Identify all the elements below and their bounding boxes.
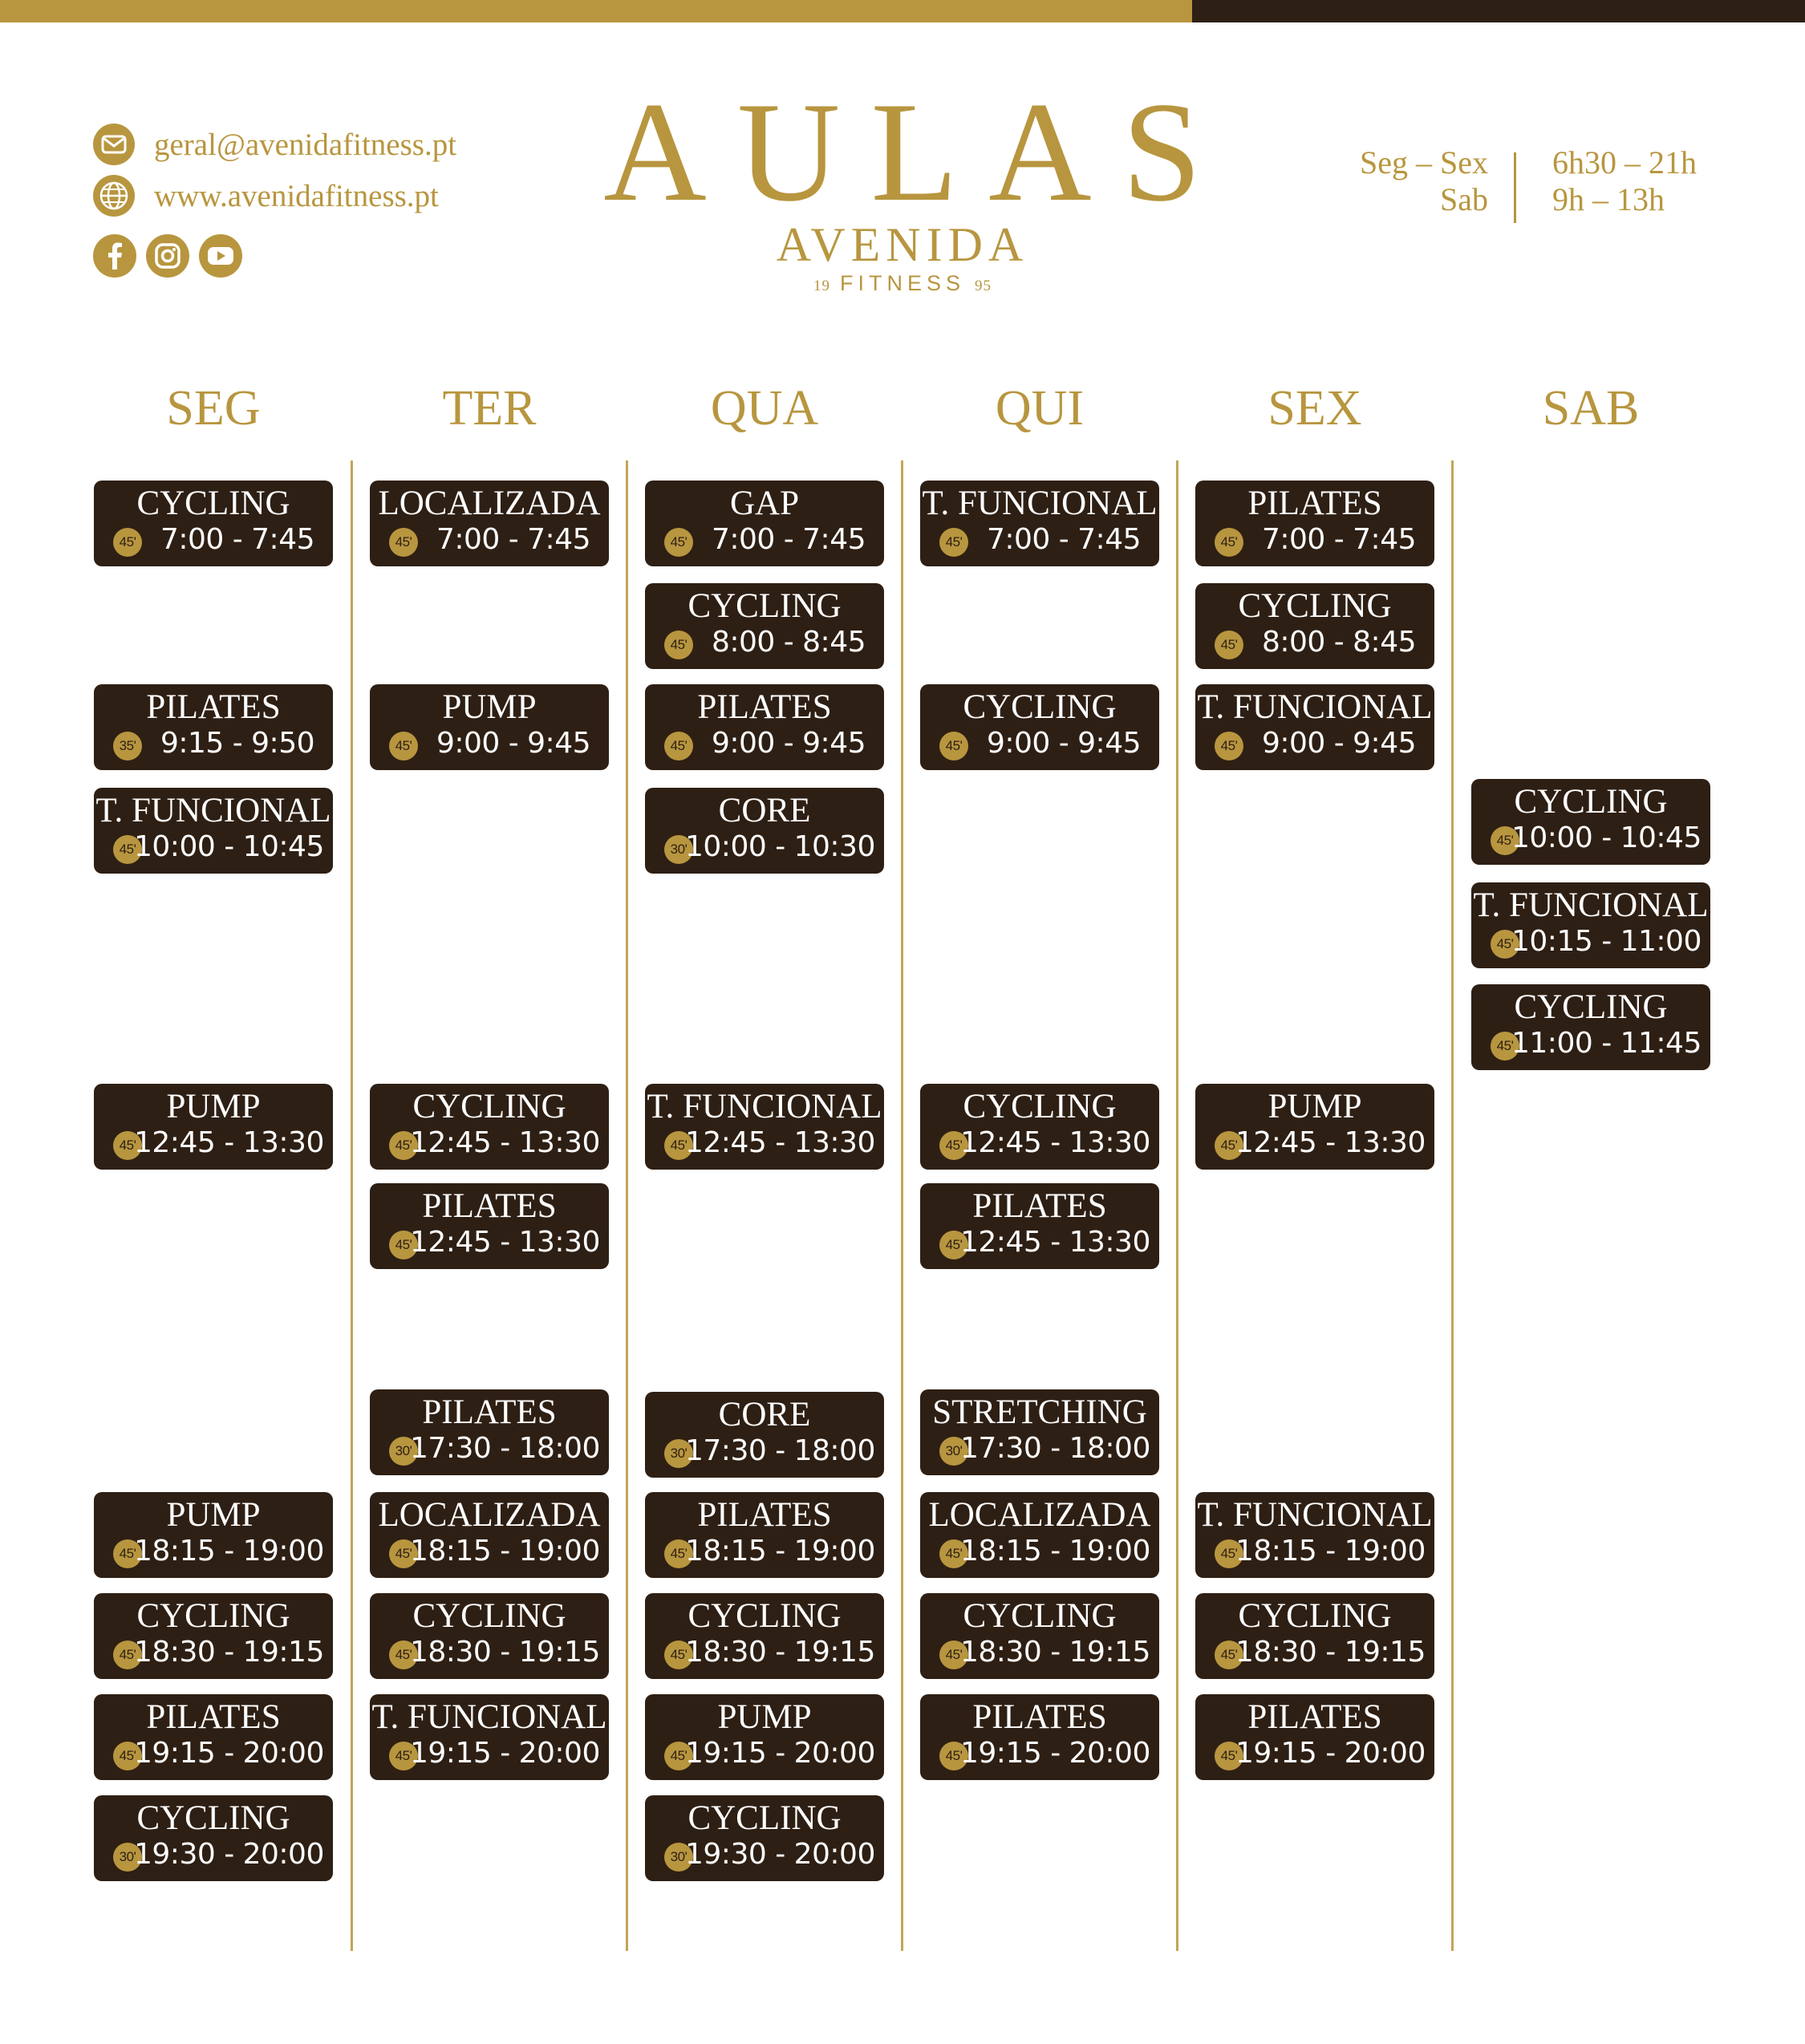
class-time: 11:00 - 11:45: [1511, 1027, 1702, 1060]
class-time: 18:30 - 19:15: [1235, 1636, 1426, 1669]
class-name: LOCALIZADA: [378, 485, 601, 522]
opening-hours: [1316, 144, 1733, 225]
class-time: 10:15 - 11:00: [1511, 925, 1702, 958]
class-time: 10:00 - 10:30: [685, 830, 875, 863]
duration-badge: 45': [939, 1231, 968, 1259]
class-name: CYCLING: [688, 1799, 842, 1837]
class-card[interactable]: [1195, 1492, 1434, 1578]
class-time: 12:45 - 13:30: [685, 1126, 875, 1159]
class-time: 8:00 - 8:45: [1261, 626, 1416, 659]
class-card[interactable]: [370, 1389, 609, 1475]
class-time: 9:00 - 9:45: [436, 727, 590, 760]
duration-badge: 45': [664, 732, 693, 760]
class-time: 19:15 - 20:00: [960, 1737, 1150, 1770]
class-card[interactable]: [645, 583, 884, 669]
class-name: CYCLING: [136, 1799, 290, 1837]
duration-badge: 45': [113, 835, 142, 864]
duration-badge: 45': [939, 732, 968, 760]
class-time: 7:00 - 7:45: [986, 523, 1141, 556]
duration-badge: 45': [1215, 1539, 1243, 1568]
duration-badge: 45': [664, 1131, 693, 1160]
top-accent-bar-gold: [0, 0, 1192, 22]
class-time: 7:00 - 7:45: [711, 523, 866, 556]
duration-badge: 30': [664, 1843, 693, 1872]
class-name: CYCLING: [963, 1597, 1117, 1635]
class-time: 9:00 - 9:45: [711, 727, 866, 760]
class-card[interactable]: [370, 1593, 609, 1679]
class-card[interactable]: [1471, 882, 1710, 968]
class-card[interactable]: [645, 1392, 884, 1478]
duration-badge: 45': [664, 528, 693, 557]
duration-badge: 45': [1215, 1131, 1243, 1160]
hours-days-weekday: Seg – Sex: [1360, 144, 1488, 180]
class-card[interactable]: [94, 684, 333, 770]
duration-badge: 45': [664, 1742, 693, 1770]
class-card[interactable]: [645, 1593, 884, 1679]
duration-badge: 45': [389, 1131, 418, 1160]
duration-badge: 30': [664, 835, 693, 864]
class-time: 12:45 - 13:30: [410, 1226, 600, 1259]
duration-badge: 45': [389, 1231, 418, 1259]
class-time: 18:30 - 19:15: [685, 1636, 875, 1669]
hours-divider: [1514, 152, 1516, 223]
class-card[interactable]: [645, 1084, 884, 1170]
class-name: CYCLING: [412, 1597, 566, 1635]
column-divider: [901, 460, 903, 1951]
duration-badge: 45': [939, 1539, 968, 1568]
duration-badge: 45': [664, 631, 693, 659]
class-card[interactable]: [645, 1492, 884, 1578]
hours-time-saturday: 9h – 13h: [1552, 181, 1665, 217]
class-time: 18:15 - 19:00: [134, 1535, 324, 1567]
class-card[interactable]: [370, 1183, 609, 1269]
class-time: 12:45 - 13:30: [960, 1126, 1150, 1159]
hours-days: [1360, 144, 1488, 218]
class-name: CYCLING: [1514, 988, 1668, 1026]
duration-badge: 45': [389, 732, 418, 760]
class-time: 7:00 - 7:45: [1261, 523, 1416, 556]
class-name: PILATES: [422, 1393, 557, 1431]
duration-badge: 30': [939, 1437, 968, 1466]
class-time: 19:30 - 20:00: [685, 1838, 875, 1871]
class-name: CYCLING: [963, 688, 1117, 726]
class-name: T. FUNCIONAL: [1197, 688, 1433, 726]
class-name: PILATES: [972, 1187, 1107, 1225]
duration-badge: 45': [1491, 930, 1519, 959]
duration-badge: 45': [939, 1640, 968, 1669]
class-card[interactable]: [920, 684, 1159, 770]
class-time: 17:30 - 18:00: [960, 1432, 1150, 1465]
duration-badge: 45': [664, 1539, 693, 1568]
duration-badge: 45': [113, 1742, 142, 1770]
class-name: PUMP: [1268, 1088, 1362, 1125]
class-name: STRETCHING: [932, 1393, 1147, 1431]
class-card[interactable]: [920, 1694, 1159, 1780]
class-name: PILATES: [697, 1496, 832, 1534]
class-card[interactable]: [1195, 1084, 1434, 1170]
class-name: CYCLING: [688, 1597, 842, 1635]
top-accent-bar-dark: [1192, 0, 1805, 22]
class-card[interactable]: [1195, 684, 1434, 770]
class-time: 7:00 - 7:45: [160, 523, 314, 556]
class-card[interactable]: [94, 1084, 333, 1170]
class-name: PILATES: [146, 1698, 281, 1736]
class-card[interactable]: [645, 1694, 884, 1780]
class-name: T. FUNCIONAL: [1473, 886, 1709, 924]
day-header-sex: SEX: [1268, 381, 1362, 436]
class-card[interactable]: [920, 481, 1159, 566]
class-card[interactable]: [645, 481, 884, 566]
duration-badge: 45': [113, 1640, 142, 1669]
class-card[interactable]: [94, 1694, 333, 1780]
duration-badge: 45': [939, 1131, 968, 1160]
class-card[interactable]: [94, 1795, 333, 1881]
duration-badge: 45': [389, 1742, 418, 1770]
class-card[interactable]: [920, 1084, 1159, 1170]
class-card[interactable]: [645, 788, 884, 874]
class-name: PUMP: [717, 1698, 812, 1736]
duration-badge: 45': [1491, 826, 1519, 855]
class-name: CYCLING: [136, 1597, 290, 1635]
class-name: PILATES: [1247, 485, 1382, 522]
column-divider: [351, 460, 353, 1951]
class-card[interactable]: [1471, 779, 1710, 865]
class-name: PILATES: [146, 688, 281, 726]
duration-badge: 45': [939, 528, 968, 557]
class-card[interactable]: [94, 481, 333, 566]
class-name: CORE: [718, 792, 811, 829]
class-time: 19:15 - 20:00: [410, 1737, 600, 1770]
class-name: PILATES: [1247, 1698, 1382, 1736]
class-time: 9:00 - 9:45: [986, 727, 1141, 760]
class-name: CYCLING: [963, 1088, 1117, 1125]
class-name: LOCALIZADA: [928, 1496, 1151, 1534]
class-time: 17:30 - 18:00: [685, 1434, 875, 1467]
duration-badge: 45': [1215, 1742, 1243, 1770]
class-card[interactable]: [1195, 583, 1434, 669]
duration-badge: 45': [664, 1640, 693, 1669]
class-time: 19:15 - 20:00: [1235, 1737, 1426, 1770]
class-time: 18:15 - 19:00: [960, 1535, 1150, 1567]
duration-badge: 45': [113, 528, 142, 557]
duration-badge: 45': [1215, 631, 1243, 659]
page-title: AULAS: [603, 72, 1232, 231]
class-card[interactable]: [370, 481, 609, 566]
class-name: CORE: [718, 1396, 811, 1434]
class-card[interactable]: [1195, 1694, 1434, 1780]
brand-year-right: 95: [975, 278, 992, 294]
class-name: T. FUNCIONAL: [922, 485, 1158, 522]
column-divider: [1451, 460, 1454, 1951]
duration-badge: 35': [113, 732, 142, 760]
duration-badge: 45': [1215, 732, 1243, 760]
class-card[interactable]: [370, 1694, 609, 1780]
class-card[interactable]: [645, 684, 884, 770]
class-time: 10:00 - 10:45: [134, 830, 324, 863]
day-header-sab: SAB: [1542, 381, 1640, 436]
class-card[interactable]: [645, 1795, 884, 1881]
class-name: LOCALIZADA: [378, 1496, 601, 1534]
class-time: 8:00 - 8:45: [711, 626, 866, 659]
class-name: CYCLING: [688, 587, 842, 625]
hours-time-weekday: 6h30 – 21h: [1552, 144, 1697, 180]
class-name: PILATES: [422, 1187, 557, 1225]
class-name: PILATES: [697, 688, 832, 726]
class-name: CYCLING: [1514, 783, 1668, 821]
website-link[interactable]: www.avenidafitness.pt: [154, 178, 439, 213]
class-time: 18:15 - 19:00: [410, 1535, 600, 1567]
duration-badge: 45': [389, 528, 418, 557]
class-name: CYCLING: [412, 1088, 566, 1125]
duration-badge: 45': [1491, 1032, 1519, 1061]
duration-badge: 45': [389, 1640, 418, 1669]
class-time: 18:30 - 19:15: [410, 1636, 600, 1669]
class-card[interactable]: [370, 1084, 609, 1170]
class-time: 18:15 - 19:00: [685, 1535, 875, 1567]
brand-name: AVENIDA: [776, 218, 1029, 271]
class-time: 18:15 - 19:00: [1235, 1535, 1426, 1567]
class-card[interactable]: [1195, 481, 1434, 566]
class-name: PUMP: [442, 688, 537, 726]
class-card[interactable]: [370, 1492, 609, 1578]
class-name: T. FUNCIONAL: [371, 1698, 607, 1736]
class-name: GAP: [729, 485, 800, 522]
duration-badge: 30': [664, 1439, 693, 1468]
duration-badge: 45': [113, 1539, 142, 1568]
class-card[interactable]: [94, 1593, 333, 1679]
class-name: T. FUNCIONAL: [1197, 1496, 1433, 1534]
class-card[interactable]: [920, 1183, 1159, 1269]
class-card[interactable]: [920, 1389, 1159, 1475]
class-time: 9:00 - 9:45: [1261, 727, 1416, 760]
class-time: 17:30 - 18:00: [410, 1432, 600, 1465]
hours-times: [1552, 144, 1697, 218]
duration-badge: 45': [113, 1131, 142, 1160]
class-name: T. FUNCIONAL: [95, 792, 331, 829]
class-time: 19:30 - 20:00: [134, 1838, 324, 1871]
class-card[interactable]: [1195, 1593, 1434, 1679]
hours-days-saturday: Sab: [1440, 181, 1488, 217]
class-time: 7:00 - 7:45: [436, 523, 590, 556]
brand-sub: [0, 273, 1805, 294]
class-name: CYCLING: [1238, 587, 1392, 625]
class-time: 18:30 - 19:15: [960, 1636, 1150, 1669]
class-card[interactable]: [1471, 984, 1710, 1070]
class-time: 12:45 - 13:30: [960, 1226, 1150, 1259]
class-card[interactable]: [94, 788, 333, 874]
class-name: PUMP: [166, 1088, 261, 1125]
class-time: 12:45 - 13:30: [134, 1126, 324, 1159]
duration-badge: 30': [113, 1843, 142, 1872]
class-name: PUMP: [166, 1496, 261, 1534]
brand-year-left: 19: [813, 278, 830, 294]
class-card[interactable]: [920, 1492, 1159, 1578]
class-time: 9:15 - 9:50: [160, 727, 314, 760]
class-time: 18:30 - 19:15: [134, 1636, 324, 1669]
day-header-qua: QUA: [710, 381, 819, 436]
class-time: 12:45 - 13:30: [1235, 1126, 1426, 1159]
class-name: T. FUNCIONAL: [647, 1088, 882, 1125]
brand-fitness-label: FITNESS: [839, 271, 965, 295]
day-header-seg: SEG: [166, 381, 261, 436]
duration-badge: 45': [1215, 1640, 1243, 1669]
column-divider: [626, 460, 628, 1951]
class-card[interactable]: [920, 1593, 1159, 1679]
duration-badge: 45': [389, 1539, 418, 1568]
class-name: CYCLING: [1238, 1597, 1392, 1635]
day-header-qui: QUI: [995, 381, 1085, 436]
duration-badge: 45': [1215, 528, 1243, 557]
class-time: 19:15 - 20:00: [134, 1737, 324, 1770]
class-time: 10:00 - 10:45: [1511, 821, 1702, 854]
class-name: CYCLING: [136, 485, 290, 522]
class-time: 12:45 - 13:30: [410, 1126, 600, 1159]
class-time: 19:15 - 20:00: [685, 1737, 875, 1770]
class-card[interactable]: [94, 1492, 333, 1578]
email-link[interactable]: geral@avenidafitness.pt: [154, 127, 457, 162]
class-card[interactable]: [370, 684, 609, 770]
day-header-ter: TER: [442, 381, 537, 436]
duration-badge: 30': [389, 1437, 418, 1466]
column-divider: [1176, 460, 1178, 1951]
class-name: PILATES: [972, 1698, 1107, 1736]
duration-badge: 45': [939, 1742, 968, 1770]
